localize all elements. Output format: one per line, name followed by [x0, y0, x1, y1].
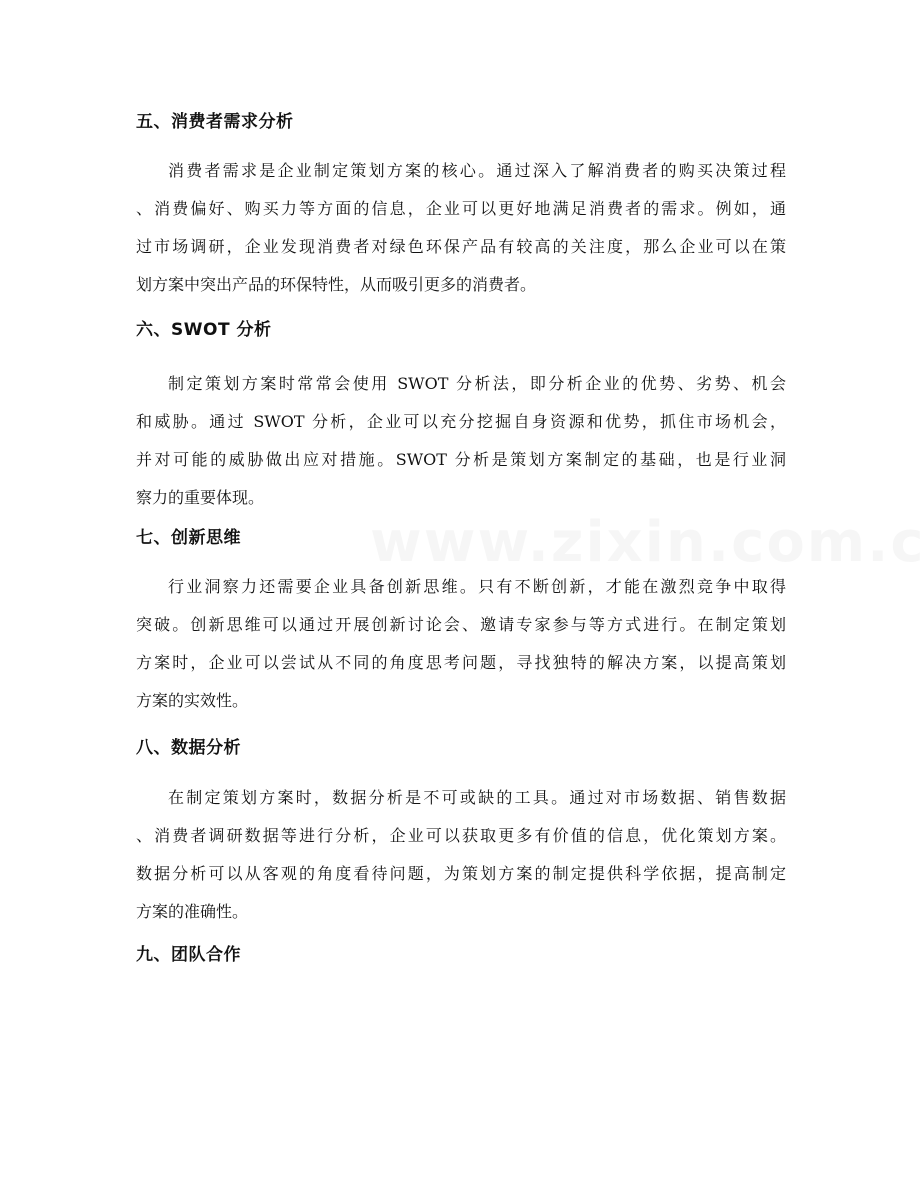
section-heading-5: 五、消费者需求分析	[136, 112, 294, 132]
paragraph-line: 方案的准确性。	[136, 902, 249, 921]
section-paragraph-8	[136, 779, 786, 931]
paragraph-line: 并对可能的威胁做出应对措施。SWOT 分析是策划方案制定的基础，也是行业洞	[136, 450, 786, 469]
paragraph-line: 数据分析可以从客观的角度看待问题，为策划方案的制定提供科学依据，提高制定	[136, 864, 786, 883]
paragraph-line: 察力的重要体现。	[136, 488, 265, 507]
paragraph-line: 方案时，企业可以尝试从不同的角度思考问题，寻找独特的解决方案，以提高策划	[136, 653, 786, 672]
paragraph-line: 、消费偏好、购买力等方面的信息，企业可以更好地满足消费者的需求。例如，通	[136, 199, 786, 218]
section-paragraph-5	[136, 152, 786, 304]
watermark	[370, 510, 920, 575]
paragraph-line: 和威胁。通过 SWOT 分析，企业可以充分挖掘自身资源和优势，抓住市场机会，	[136, 412, 786, 431]
section-heading-6: 六、SWOT 分析	[136, 320, 272, 340]
paragraph-line: 、消费者调研数据等进行分析，企业可以获取更多有价值的信息，优化策划方案。	[136, 826, 786, 845]
section-heading-8: 八、数据分析	[136, 738, 241, 758]
paragraph-line: 消费者需求是企业制定策划方案的核心。通过深入了解消费者的购买决策过程	[168, 161, 786, 180]
paragraph-line: 划方案中突出产品的环保特性，从而吸引更多的消费者。	[136, 275, 537, 294]
paragraph-line: 方案的实效性。	[136, 691, 249, 710]
paragraph-line: 在制定策划方案时，数据分析是不可或缺的工具。通过对市场数据、销售数据	[168, 788, 786, 807]
section-paragraph-7	[136, 568, 786, 720]
section-paragraph-6	[136, 365, 786, 517]
paragraph-line: 行业洞察力还需要企业具备创新思维。只有不断创新，才能在激烈竞争中取得	[168, 577, 786, 596]
paragraph-line: 突破。创新思维可以通过开展创新讨论会、邀请专家参与等方式进行。在制定策划	[136, 615, 786, 634]
paragraph-line: 过市场调研，企业发现消费者对绿色环保产品有较高的关注度，那么企业可以在策	[136, 237, 786, 256]
section-heading-9: 九、团队合作	[136, 945, 241, 965]
paragraph-line: 制定策划方案时常常会使用 SWOT 分析法，即分析企业的优势、劣势、机会	[168, 374, 786, 393]
section-heading-7: 七、创新思维	[136, 528, 241, 548]
